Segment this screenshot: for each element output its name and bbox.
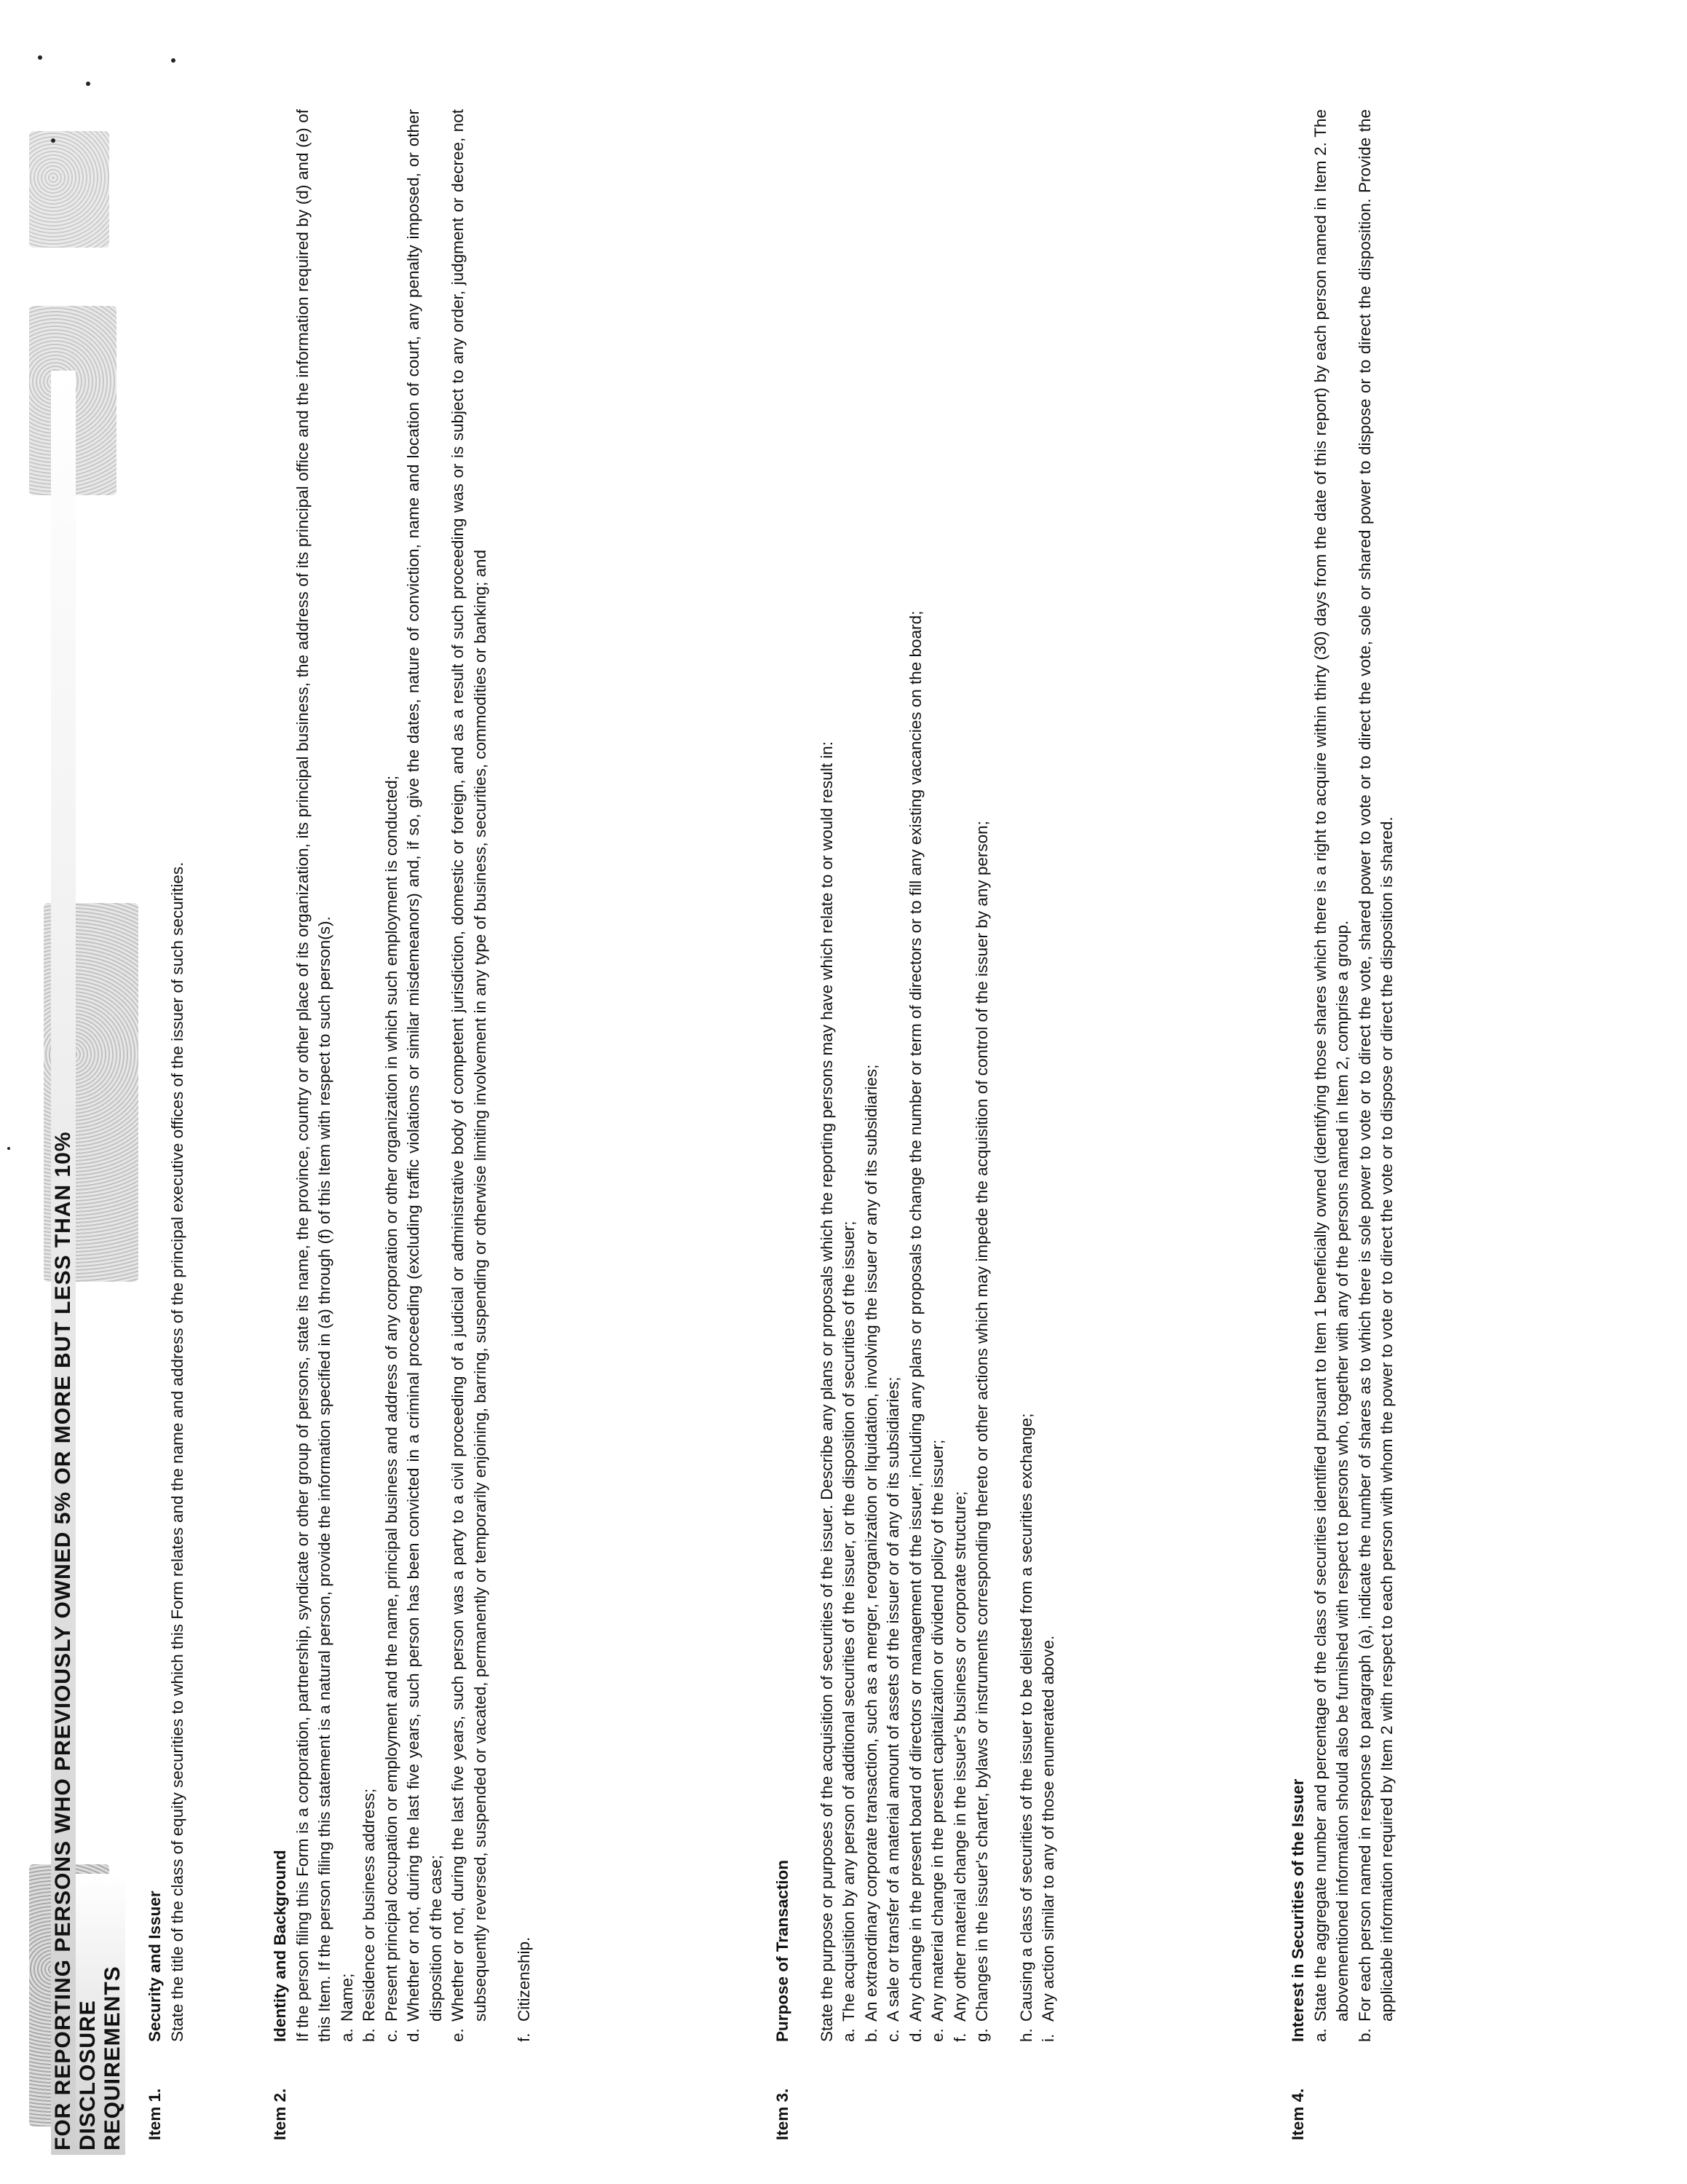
list-marker: d.	[404, 2028, 422, 2042]
list-item	[949, 109, 972, 2042]
list-item	[838, 109, 861, 2042]
list-marker: a.	[1311, 2028, 1330, 2042]
list-text: An extraordinary corporate transaction, such as a merger, reorganization or liquidation, involving the issuer or any of its subsidiaries;	[861, 1064, 880, 2022]
list-marker: c.	[382, 2029, 400, 2042]
list-item	[1310, 109, 1354, 2042]
list-text: Any change in the present board of directors or management of the issuer, including any plans or proposals to change the number or term of directors or to fill any existing vacancies on the board;	[906, 610, 925, 2022]
list-marker: e.	[928, 2028, 947, 2042]
list-item	[861, 109, 883, 2042]
list-marker: c.	[884, 2029, 902, 2042]
item-text: State the title of the class of equity securities to which this Form relates and the name and address of the principal executive offices of the issuer of such securities.	[167, 862, 186, 2042]
list-marker: f.	[515, 2033, 533, 2042]
item-number: Item 3.	[773, 2088, 791, 2140]
list-text: State the aggregate number and percentage of the class of securities identified pursuant to Item 1 beneficially owned (identifying those shares which there is a right to acquire within thirty (30) days from the date of this report) by each person named in Item 2. The abovementioned information should also be furnished with respect to persons who, together with any of the persons named in Item 2, comprise a group.	[1311, 109, 1351, 2022]
list-item	[447, 109, 491, 2042]
list-marker: f.	[950, 2033, 969, 2042]
item-title: Purpose of Transaction	[773, 1859, 791, 2042]
list-item	[1016, 109, 1038, 2042]
list-text: Present principal occupation or employment and the name, principal business and address of any corporation or other organization in which such employment is conducted;	[382, 776, 400, 2022]
list-item	[927, 109, 949, 2042]
list-item	[905, 109, 928, 2042]
list-marker: a.	[337, 2028, 356, 2042]
item-number: Item 1.	[146, 2088, 164, 2140]
item-1	[144, 109, 189, 2140]
list-marker: g.	[973, 2028, 991, 2042]
list-marker: i.	[1039, 2033, 1057, 2042]
list-item	[971, 109, 994, 2042]
item-text: If the person filing this Form is a corporation, partnership, syndicate or other group of persons, state its name, the province, country or other place of its organization, its principal business, the address of its principal office and the information required by (d) and (e) of this Item. If the person filing this statement is a natural person, provide the information specified in (a) through (f) of this Item with respect to such person(s).	[293, 109, 333, 2042]
list-text: Name;	[337, 1973, 356, 2022]
list-text: Residence or business address;	[360, 1788, 378, 2022]
item-text: State the purpose or purposes of the acquisition of securities of the issuer. Describe any plans or proposals which the reporting persons may have which relate to or would result in:	[817, 741, 836, 2042]
list-marker: b.	[360, 2028, 378, 2042]
list-item	[513, 109, 536, 2042]
list-text: For each person named in response to paragraph (a), indicate the number of shares as to which there is sole power to vote or to direct the vote, shared power to vote or to direct the vote, sole or shared power to dispose or to direct the disposition. Provide the applicable information required by Item 2 with respect to each person with whom the power to vote or to direct the vote or to dispose or direct the disposition is shared.	[1355, 109, 1396, 2022]
item-title: Interest in Securities of the Issuer	[1289, 1778, 1307, 2042]
list-text: Any material change in the present capitalization or dividend policy of the issuer;	[928, 1439, 947, 2022]
item-2	[269, 109, 536, 2140]
list-item	[882, 109, 905, 2042]
list-text: The acquisition by any person of additional securities of the issuer, or the disposition of securities of the issuer;	[839, 1221, 858, 2022]
item-3	[772, 109, 1060, 2140]
list-text: Changes in the issuer's charter, bylaws or instruments corresponding thereto or other actions which may impede the acquisition of control of the issuer by any person;	[973, 821, 991, 2022]
list-item	[336, 109, 359, 2042]
item-number: Item 2.	[271, 2088, 289, 2140]
list-marker: h.	[1016, 2028, 1035, 2042]
document-header	[51, 371, 125, 2155]
list-item	[1354, 109, 1399, 2042]
item-title: Identity and Background	[271, 1850, 289, 2042]
list-marker: b.	[1355, 2028, 1374, 2042]
list-item	[1038, 109, 1060, 2042]
list-text: Causing a class of securities of the issuer to be delisted from a securities exchange;	[1016, 1413, 1035, 2022]
list-item	[358, 109, 381, 2042]
list-item	[381, 109, 403, 2042]
list-marker: b.	[861, 2028, 880, 2042]
list-marker: a.	[839, 2028, 858, 2042]
item-number: Item 4.	[1289, 2088, 1307, 2140]
list-marker: e.	[449, 2028, 467, 2042]
list-text: Citizenship.	[515, 1936, 533, 2022]
list-text: Whether or not, during the last five years, such person was a party to a civil proceeding of a judicial or administrative body of competent jurisdiction, domestic or foreign, and as a result of such proceeding was or is subject to any order, judgment or decree, not subsequently reversed, suspended or vacated, permanently or temporarily enjoining, barring, suspending or otherwise limiting involvement in any type of business, securities, commodities or banking; and	[449, 109, 489, 2022]
item-4	[1287, 109, 1399, 2140]
list-text: Any action similar to any of those enumerated above.	[1039, 1635, 1057, 2022]
list-marker: d.	[906, 2028, 925, 2042]
list-text: Any other material change in the issuer's business or corporate structure;	[950, 1491, 969, 2022]
header-line-2: DISCLOSURE REQUIREMENTS	[76, 1874, 125, 2155]
header-line-1: FOR REPORTING PERSONS WHO PREVIOUSLY OWNED 5% OR MORE BUT LESS THAN 10%	[51, 371, 76, 2155]
list-text: Whether or not, during the last five years, such person has been convicted in a criminal proceeding (excluding traffic violations or similar misdemeanors) and, if so, give the dates, nature of conviction, name and location of court, any penalty imposed, or other disposition of the case;	[404, 109, 445, 2022]
list-item	[403, 109, 447, 2042]
list-text: A sale or transfer of a material amount of assets of the issuer or of any of its subsidiaries;	[884, 1376, 902, 2022]
item-title: Security and Issuer	[146, 1891, 164, 2042]
